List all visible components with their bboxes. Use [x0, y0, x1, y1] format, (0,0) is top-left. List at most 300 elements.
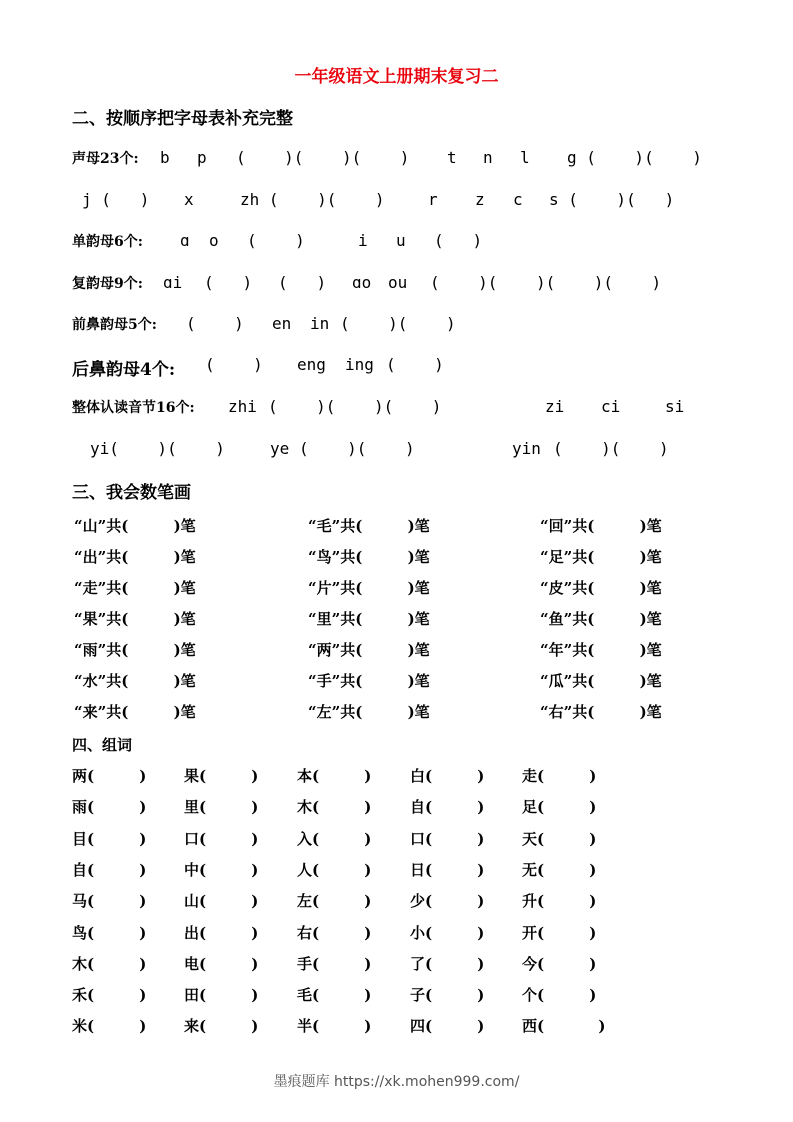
word-item — [72, 1015, 146, 1036]
paren-open: ( — [87, 954, 95, 973]
paren-open: ( — [425, 986, 433, 1005]
word-item — [297, 953, 371, 974]
bi-text: )笔 — [639, 579, 662, 597]
paren-open: ( — [537, 829, 545, 848]
blank-group: ( )( ) — [553, 439, 669, 458]
paren-open: ( — [425, 829, 433, 848]
stroke-character: 手 — [316, 672, 332, 690]
paren-open: ( — [312, 954, 320, 973]
answer-blank — [544, 1017, 598, 1035]
answer-blank — [206, 861, 251, 879]
bi-text: )笔 — [173, 703, 196, 721]
gong-text: 共( — [340, 703, 363, 721]
word-item — [72, 765, 146, 786]
quote-open: “ — [540, 703, 549, 721]
answer-blank — [362, 703, 407, 721]
stroke-character: 出 — [82, 548, 98, 566]
stroke-item — [74, 608, 196, 629]
blank-group: s ( )( ) — [549, 190, 675, 209]
word-item — [410, 984, 484, 1005]
word-item — [297, 1015, 371, 1036]
quote-close: ” — [331, 548, 341, 566]
paren-close: ) — [477, 860, 485, 879]
word-character: 了 — [410, 954, 426, 973]
stroke-character: 来 — [82, 703, 98, 721]
stroke-character: 里 — [316, 610, 332, 628]
word-item — [297, 859, 371, 880]
stroke-item — [308, 577, 430, 598]
stroke-item — [74, 639, 196, 660]
answer-blank — [432, 955, 477, 973]
paren-close: ) — [251, 767, 259, 785]
paren-close: ) — [477, 829, 485, 848]
stroke-item — [308, 701, 430, 722]
bi-text: )笔 — [639, 703, 662, 721]
paren-close: ) — [589, 798, 597, 817]
quote-close: ” — [331, 610, 341, 628]
zhengti-label: 整体认读音节16个: — [72, 400, 195, 416]
paren-open: ( — [312, 923, 320, 942]
answer-blank — [594, 672, 639, 690]
paren-close: ) — [477, 1017, 485, 1036]
word-item — [410, 953, 484, 974]
letter: zi — [545, 397, 565, 416]
paren-open: ( — [537, 798, 545, 817]
letter: ɑ — [180, 231, 190, 250]
paren-close: ) — [251, 798, 259, 817]
section2-heading: 二、按顺序把字母表补充完整 — [72, 109, 293, 129]
word-item — [522, 953, 596, 974]
word-character: 雨 — [72, 798, 88, 817]
gong-text: 共( — [572, 672, 595, 690]
letter: yin — [512, 439, 541, 458]
quote-open: “ — [540, 517, 549, 535]
word-character: 禾 — [72, 986, 88, 1005]
word-item — [522, 890, 596, 911]
paren-close: ) — [598, 1017, 606, 1036]
blank-group: ( )( )( ) — [268, 397, 442, 416]
paren-close: ) — [251, 829, 259, 848]
paren-open: ( — [425, 954, 433, 973]
quote-open: “ — [540, 672, 549, 690]
answer-blank — [206, 767, 251, 785]
gong-text: 共( — [106, 672, 129, 690]
answer-blank — [94, 986, 139, 1004]
answer-blank — [362, 672, 407, 690]
answer-blank — [594, 703, 639, 721]
quote-close: ” — [97, 641, 107, 659]
paren-close: ) — [589, 986, 597, 1005]
word-character: 左 — [297, 892, 313, 911]
stroke-item — [540, 639, 662, 660]
word-item — [410, 1015, 484, 1036]
answer-blank — [544, 830, 589, 848]
bi-text: )笔 — [407, 610, 430, 628]
bi-text: )笔 — [639, 517, 662, 535]
blank-group: ( )( ) — [340, 314, 456, 333]
answer-blank — [362, 641, 407, 659]
bi-text: )笔 — [639, 641, 662, 659]
paren-open: ( — [425, 860, 433, 879]
stroke-item — [540, 546, 662, 567]
paren-close: ) — [589, 767, 597, 785]
answer-blank — [206, 1017, 251, 1035]
quote-close: ” — [563, 517, 573, 535]
blank-group: ( ) — [434, 231, 483, 250]
word-item — [72, 828, 146, 849]
paren-open: ( — [199, 954, 207, 973]
paren-open: ( — [537, 954, 545, 973]
word-item — [522, 984, 596, 1005]
word-character: 无 — [522, 860, 538, 879]
paren-open: ( — [425, 798, 433, 817]
answer-blank — [594, 517, 639, 535]
gong-text: 共( — [340, 579, 363, 597]
word-item — [72, 890, 146, 911]
danyunmu-label: 单韵母6个: — [72, 234, 143, 250]
answer-blank — [319, 767, 364, 785]
word-character: 电 — [184, 954, 200, 973]
quote-close: ” — [331, 641, 341, 659]
quote-open: “ — [74, 703, 83, 721]
answer-blank — [206, 798, 251, 816]
paren-open: ( — [199, 860, 207, 879]
answer-blank — [206, 924, 251, 942]
word-character: 小 — [410, 923, 426, 942]
word-item — [522, 828, 596, 849]
letter: c — [513, 190, 523, 209]
quote-open: “ — [308, 610, 317, 628]
quote-close: ” — [331, 703, 341, 721]
word-item — [184, 765, 258, 786]
answer-blank — [319, 892, 364, 910]
section4-heading: 四、组词 — [72, 736, 133, 754]
word-character: 天 — [522, 829, 538, 848]
answer-blank — [128, 548, 173, 566]
paren-close: ) — [589, 923, 597, 942]
quote-open: “ — [540, 610, 549, 628]
answer-blank — [206, 830, 251, 848]
paren-close: ) — [364, 860, 372, 879]
answer-blank — [594, 579, 639, 597]
word-item — [297, 828, 371, 849]
answer-blank — [94, 798, 139, 816]
quote-close: ” — [97, 548, 107, 566]
quote-open: “ — [308, 517, 317, 535]
blank-group: ( ) — [204, 273, 253, 292]
answer-blank — [544, 986, 589, 1004]
bi-text: )笔 — [639, 548, 662, 566]
gong-text: 共( — [340, 672, 363, 690]
paren-close: ) — [477, 986, 485, 1005]
quote-close: ” — [563, 703, 573, 721]
quote-open: “ — [540, 579, 549, 597]
answer-blank — [544, 767, 589, 785]
letter: b — [160, 148, 170, 167]
letter: i — [358, 231, 368, 250]
answer-blank — [432, 1017, 477, 1035]
paren-open: ( — [199, 892, 207, 911]
paren-open: ( — [312, 986, 320, 1005]
paren-close: ) — [364, 767, 372, 785]
quote-open: “ — [308, 579, 317, 597]
answer-blank — [128, 641, 173, 659]
answer-blank — [544, 892, 589, 910]
bi-text: )笔 — [407, 672, 430, 690]
answer-blank — [432, 892, 477, 910]
blank-group: ( )( )( ) — [236, 148, 410, 167]
word-item — [297, 796, 371, 817]
letter: si — [665, 397, 685, 416]
quote-open: “ — [74, 610, 83, 628]
quote-open: “ — [308, 548, 317, 566]
answer-blank — [544, 955, 589, 973]
word-character: 开 — [522, 923, 538, 942]
answer-blank — [128, 703, 173, 721]
gong-text: 共( — [340, 641, 363, 659]
letter: ci — [601, 397, 621, 416]
letter: ou — [388, 273, 408, 292]
word-character: 毛 — [297, 986, 313, 1005]
paren-open: ( — [87, 860, 95, 879]
paren-open: ( — [425, 1017, 433, 1036]
bi-text: )笔 — [407, 641, 430, 659]
answer-blank — [206, 986, 251, 1004]
stroke-item — [540, 577, 662, 598]
paren-close: ) — [139, 954, 147, 973]
word-item — [410, 922, 484, 943]
quote-open: “ — [74, 641, 83, 659]
answer-blank — [206, 892, 251, 910]
gong-text: 共( — [106, 548, 129, 566]
answer-blank — [544, 798, 589, 816]
stroke-item — [308, 670, 430, 691]
answer-blank — [128, 672, 173, 690]
answer-blank — [319, 955, 364, 973]
letter: z — [475, 190, 485, 209]
paren-close: ) — [139, 767, 147, 785]
paren-close: ) — [477, 954, 485, 973]
gong-text: 共( — [572, 579, 595, 597]
stroke-character: 片 — [316, 579, 332, 597]
word-item — [184, 890, 258, 911]
stroke-item — [74, 546, 196, 567]
quote-open: “ — [74, 672, 83, 690]
letter: en — [272, 314, 292, 333]
stroke-item — [308, 639, 430, 660]
gong-text: 共( — [572, 548, 595, 566]
answer-blank — [319, 986, 364, 1004]
blank-group: j ( ) — [82, 190, 150, 209]
word-character: 中 — [184, 860, 200, 879]
quote-close: ” — [97, 672, 107, 690]
answer-blank — [362, 610, 407, 628]
stroke-item — [74, 670, 196, 691]
paren-close: ) — [589, 860, 597, 879]
paren-close: ) — [589, 892, 597, 911]
quote-close: ” — [97, 703, 107, 721]
quote-open: “ — [74, 579, 83, 597]
bi-text: )笔 — [407, 703, 430, 721]
word-character: 自 — [72, 860, 88, 879]
answer-blank — [362, 548, 407, 566]
bi-text: )笔 — [407, 517, 430, 535]
word-character: 手 — [297, 954, 313, 973]
answer-blank — [94, 924, 139, 942]
gong-text: 共( — [572, 517, 595, 535]
letter: x — [184, 190, 194, 209]
paren-close: ) — [251, 860, 259, 879]
stroke-item — [74, 701, 196, 722]
word-item — [410, 859, 484, 880]
answer-blank — [319, 798, 364, 816]
letter: ɑo — [352, 273, 372, 292]
blank-group: ( ) — [386, 355, 444, 374]
gong-text: 共( — [340, 548, 363, 566]
quote-close: ” — [563, 672, 573, 690]
paren-close: ) — [364, 892, 372, 911]
quote-close: ” — [97, 579, 107, 597]
bi-text: )笔 — [173, 548, 196, 566]
letter: eng — [297, 355, 326, 374]
word-item — [410, 796, 484, 817]
gong-text: 共( — [572, 641, 595, 659]
quote-open: “ — [308, 641, 317, 659]
paren-close: ) — [251, 1017, 259, 1036]
letter: u — [396, 231, 406, 250]
answer-blank — [362, 579, 407, 597]
footer-watermark: 墨痕题库 https://xk.mohen999.com/ — [273, 1074, 520, 1090]
quote-open: “ — [308, 672, 317, 690]
word-character: 走 — [522, 767, 538, 785]
bi-text: )笔 — [639, 672, 662, 690]
answer-blank — [432, 861, 477, 879]
letter: zhi — [228, 397, 257, 416]
paren-close: ) — [364, 1017, 372, 1036]
blank-group: ( )( )( )( ) — [430, 273, 662, 292]
stroke-item — [540, 670, 662, 691]
paren-open: ( — [199, 798, 207, 817]
answer-blank — [544, 861, 589, 879]
word-item — [184, 859, 258, 880]
answer-blank — [94, 861, 139, 879]
word-character: 入 — [297, 829, 313, 848]
paren-open: ( — [425, 892, 433, 911]
word-character: 少 — [410, 892, 426, 911]
stroke-item — [74, 515, 196, 536]
blank-group: yi( )( ) — [90, 439, 225, 458]
quote-close: ” — [563, 579, 573, 597]
bi-text: )笔 — [407, 579, 430, 597]
paren-close: ) — [364, 954, 372, 973]
answer-blank — [128, 610, 173, 628]
paren-open: ( — [199, 923, 207, 942]
fuyunmu-label: 复韵母9个: — [72, 276, 143, 292]
word-character: 口 — [184, 829, 200, 848]
letter: r — [428, 190, 438, 209]
paren-open: ( — [87, 923, 95, 942]
paren-open: ( — [87, 798, 95, 817]
word-item — [184, 796, 258, 817]
bi-text: )笔 — [173, 517, 196, 535]
page-title: 一年级语文上册期末复习二 — [294, 67, 499, 87]
word-character: 来 — [184, 1017, 200, 1036]
word-character: 四 — [410, 1017, 426, 1036]
answer-blank — [319, 1017, 364, 1035]
word-item — [297, 765, 371, 786]
stroke-item — [308, 608, 430, 629]
bi-text: )笔 — [173, 579, 196, 597]
blank-group: ( )( ) — [299, 439, 415, 458]
stroke-character: 右 — [548, 703, 564, 721]
quote-close: ” — [97, 610, 107, 628]
houbi-label: 后鼻韵母4个: — [72, 360, 176, 380]
word-character: 本 — [297, 767, 313, 785]
quote-open: “ — [540, 641, 549, 659]
word-character: 两 — [72, 767, 88, 785]
paren-open: ( — [537, 923, 545, 942]
word-character: 个 — [522, 986, 538, 1005]
paren-close: ) — [139, 1017, 147, 1036]
quote-open: “ — [74, 517, 83, 535]
paren-open: ( — [87, 1017, 95, 1036]
stroke-character: 皮 — [548, 579, 564, 597]
answer-blank — [594, 641, 639, 659]
word-item — [522, 765, 596, 786]
paren-close: ) — [251, 954, 259, 973]
paren-close: ) — [589, 829, 597, 848]
word-item — [72, 922, 146, 943]
word-character: 米 — [72, 1017, 88, 1036]
word-character: 右 — [297, 923, 313, 942]
gong-text: 共( — [106, 703, 129, 721]
paren-close: ) — [589, 954, 597, 973]
answer-blank — [432, 830, 477, 848]
letter: l — [520, 148, 530, 167]
paren-close: ) — [251, 892, 259, 911]
stroke-item — [540, 701, 662, 722]
word-item — [297, 890, 371, 911]
bi-text: )笔 — [173, 672, 196, 690]
word-item — [184, 922, 258, 943]
stroke-character: 年 — [548, 641, 564, 659]
word-character: 鸟 — [72, 923, 88, 942]
gong-text: 共( — [106, 641, 129, 659]
gong-text: 共( — [106, 517, 129, 535]
quote-close: ” — [331, 517, 341, 535]
word-item — [522, 859, 596, 880]
paren-close: ) — [477, 923, 485, 942]
quote-open: “ — [308, 703, 317, 721]
answer-blank — [432, 986, 477, 1004]
word-character: 马 — [72, 892, 88, 911]
paren-close: ) — [364, 986, 372, 1005]
letter: p — [197, 148, 207, 167]
stroke-character: 果 — [82, 610, 98, 628]
paren-open: ( — [87, 986, 95, 1005]
word-character: 出 — [184, 923, 200, 942]
stroke-character: 左 — [316, 703, 332, 721]
paren-close: ) — [364, 829, 372, 848]
paren-close: ) — [139, 892, 147, 911]
letter: t — [447, 148, 457, 167]
quote-close: ” — [563, 641, 573, 659]
word-character: 木 — [72, 954, 88, 973]
stroke-item — [540, 608, 662, 629]
word-character: 足 — [522, 798, 538, 817]
answer-blank — [544, 924, 589, 942]
stroke-character: 雨 — [82, 641, 98, 659]
